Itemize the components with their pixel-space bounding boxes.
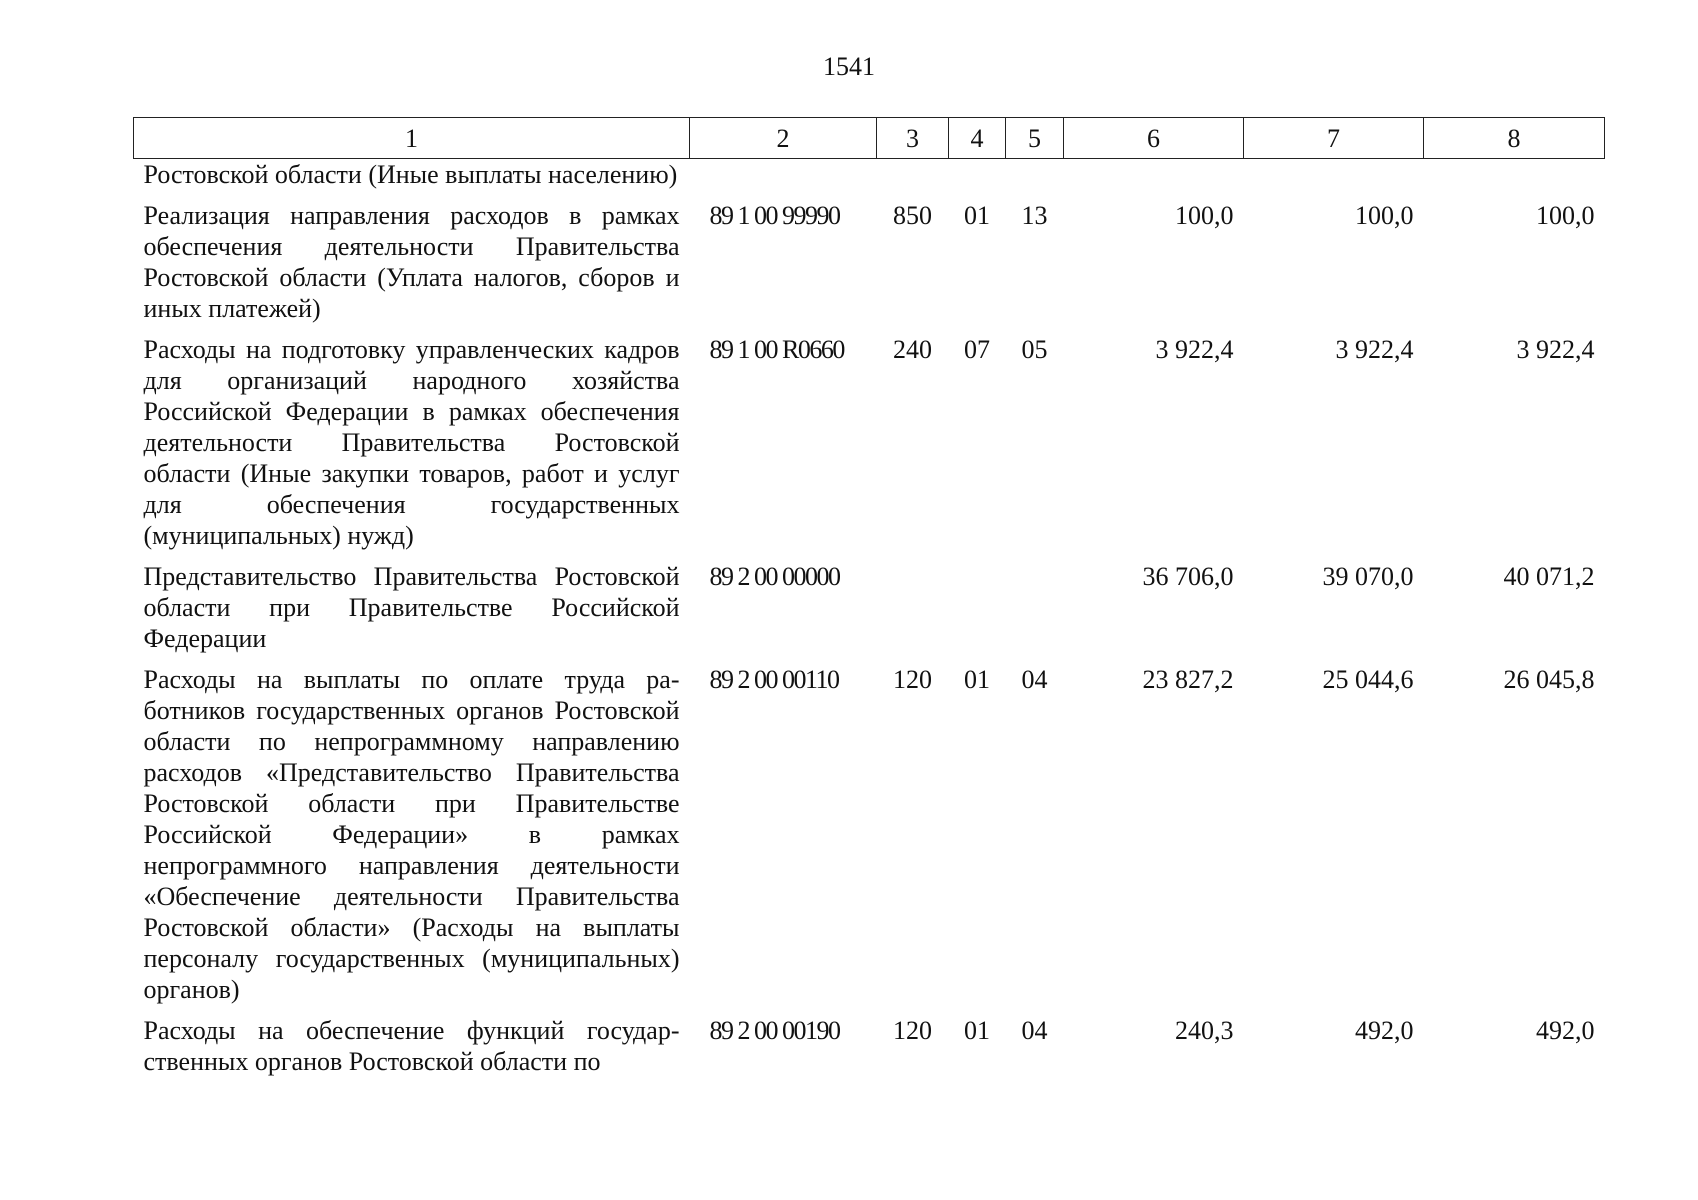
header-col-1: 1 — [134, 118, 690, 159]
row-description: Представительство Правительства Ростовской области при Правительстве Российской Федерации — [143, 562, 680, 653]
row-amount-year-1: 36 706,0 — [1142, 562, 1234, 591]
row-code: 89 1 00 R0660 — [709, 335, 844, 364]
row-subsection: 13 — [1021, 201, 1048, 230]
table-row — [134, 334, 1605, 561]
row-section: 01 — [964, 1016, 990, 1045]
page-number: 1541 — [823, 52, 875, 81]
row-amount-year-3: 40 071,2 — [1503, 562, 1595, 591]
row-section — [949, 159, 1006, 201]
row-amount-year-3: 100,0 — [1536, 201, 1595, 230]
row-expense-type: 120 — [893, 1016, 932, 1045]
row-expense-type: 850 — [893, 201, 932, 230]
row-amount-year-2: 39 070,0 — [1322, 562, 1414, 591]
row-amount-year-2: 25 044,6 — [1322, 665, 1414, 694]
table-row — [134, 561, 1605, 664]
row-amount-year-3 — [1424, 159, 1605, 201]
table-row — [134, 159, 1605, 201]
row-code: 89 2 00 00000 — [709, 562, 840, 591]
row-amount-year-3: 492,0 — [1536, 1016, 1595, 1045]
row-amount-year-3: 3 922,4 — [1516, 335, 1595, 364]
row-section: 01 — [964, 665, 990, 694]
header-col-4: 4 — [949, 118, 1006, 159]
row-description: Расходы на обеспечение функций государственных органов Ростовской области по — [143, 1016, 680, 1076]
row-amount-year-1: 100,0 — [1175, 201, 1234, 230]
row-expense-type — [877, 159, 949, 201]
header-col-7: 7 — [1244, 118, 1424, 159]
table-row — [134, 664, 1605, 1015]
row-amount-year-2: 100,0 — [1355, 201, 1414, 230]
row-expense-type: 240 — [893, 335, 932, 364]
row-amount-year-2: 492,0 — [1355, 1016, 1414, 1045]
row-description: Ростовской области (Иные выплаты населению) — [143, 160, 678, 189]
header-col-3: 3 — [877, 118, 949, 159]
row-section: 07 — [964, 335, 990, 364]
row-code: 89 1 00 99990 — [709, 201, 840, 230]
table-row — [134, 200, 1605, 334]
row-amount-year-1: 3 922,4 — [1155, 335, 1234, 364]
row-amount-year-2 — [1244, 159, 1424, 201]
row-description: Реализация направления расходов в рамках обеспечения деятельности Правительства Ростовской области (Уплата налогов, сборов и иных платежей) — [143, 201, 680, 323]
budget-table — [133, 117, 1605, 1087]
row-code: 89 2 00 00190 — [709, 1016, 840, 1045]
table-header — [134, 118, 1605, 159]
table-row — [134, 1015, 1605, 1087]
row-subsection — [1006, 561, 1064, 664]
row-section — [949, 561, 1006, 664]
row-section: 01 — [964, 201, 990, 230]
row-subsection: 05 — [1021, 335, 1048, 364]
header-col-5: 5 — [1006, 118, 1064, 159]
row-amount-year-1 — [1064, 159, 1244, 201]
row-code — [690, 159, 877, 201]
row-expense-type: 120 — [893, 665, 932, 694]
header-row — [134, 118, 1605, 159]
row-amount-year-2: 3 922,4 — [1335, 335, 1414, 364]
row-subsection: 04 — [1021, 1016, 1048, 1045]
row-code: 89 2 00 00110 — [709, 665, 839, 694]
row-description: Расходы на подготовку управленческих кадров для организаций народного хозяйства Российской Федерации в рамках обеспечения деятельности Правительства Ростовской области (Иные закупки товаров, работ и услуг для обеспечения государственных (муниципальных) нужд) — [143, 335, 680, 550]
header-col-2: 2 — [690, 118, 877, 159]
row-expense-type — [877, 561, 949, 664]
header-col-8: 8 — [1424, 118, 1605, 159]
row-description: Расходы на выплаты по оплате труда работников государственных органов Ростовской области по непрограммному направлению расходов «Представительство Правительства Ростовской области при Правительстве Российской Федерации» в рамках непрограммного направления деятельности «Обеспечение деятельности Правительства Ростовской области» (Расходы на выплаты персоналу государственных (муниципальных) органов) — [143, 665, 680, 1004]
row-amount-year-1: 240,3 — [1175, 1016, 1234, 1045]
row-subsection: 04 — [1021, 665, 1048, 694]
header-col-6: 6 — [1064, 118, 1244, 159]
row-amount-year-3: 26 045,8 — [1503, 665, 1595, 694]
row-subsection — [1006, 159, 1064, 201]
row-amount-year-1: 23 827,2 — [1142, 665, 1234, 694]
table-body — [134, 159, 1605, 1088]
